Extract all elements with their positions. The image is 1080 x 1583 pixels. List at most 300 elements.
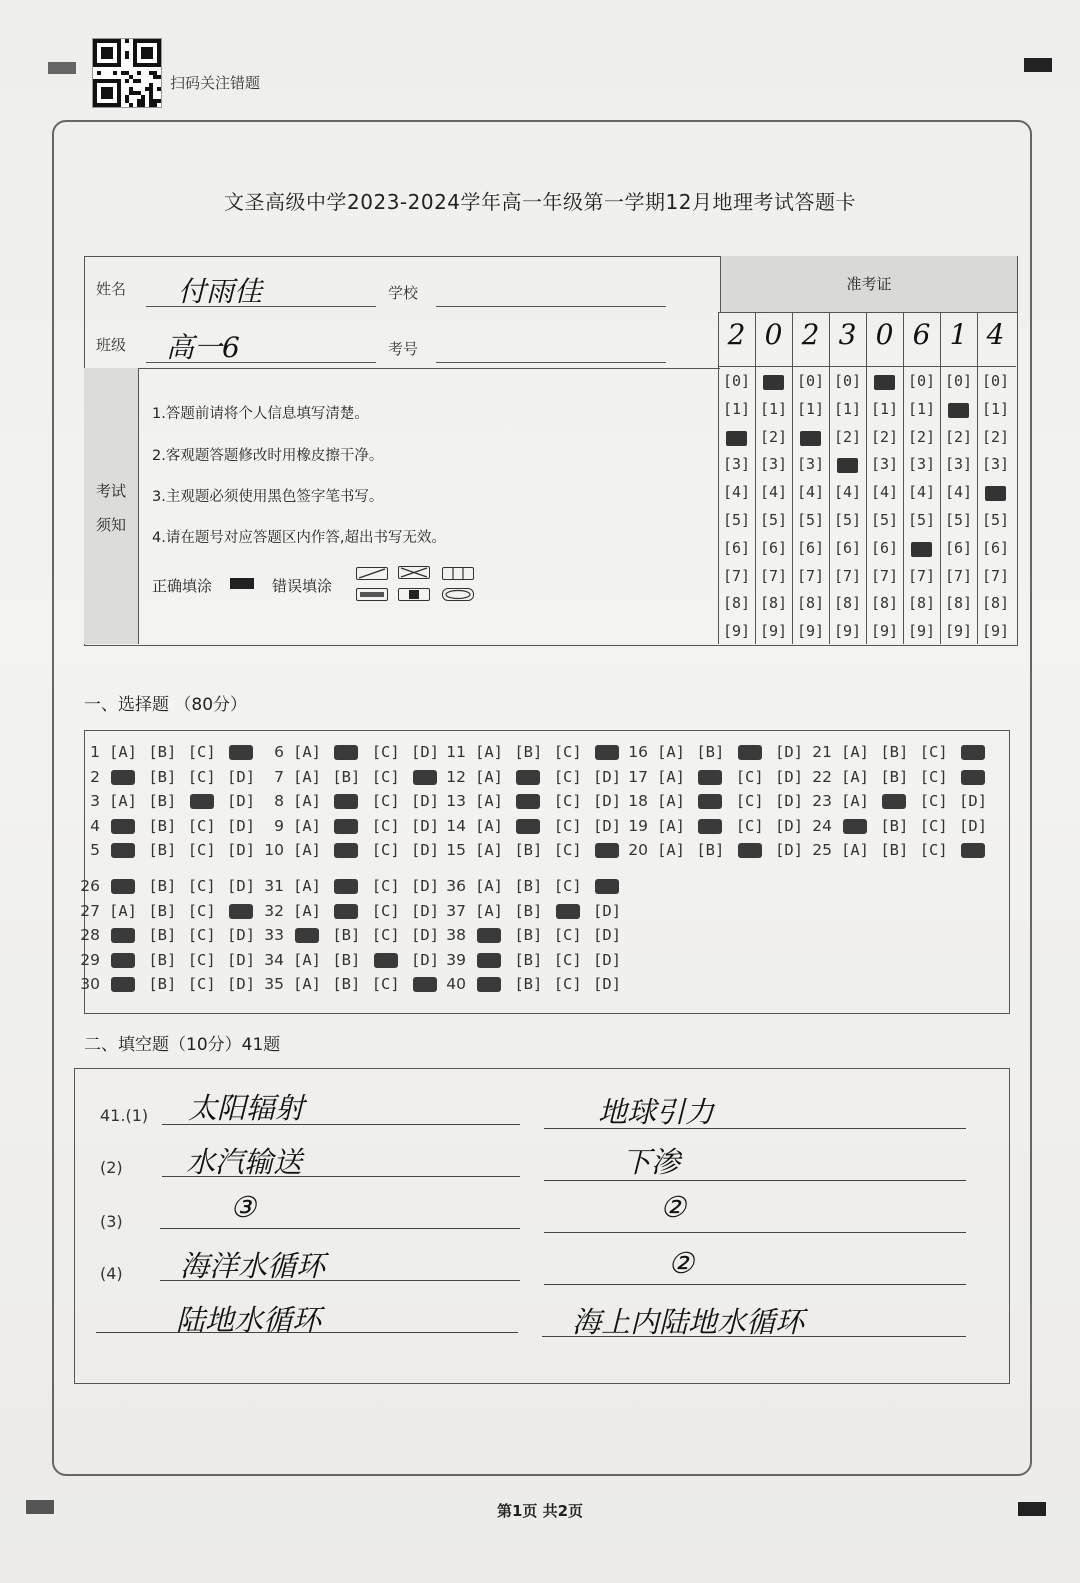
mc-option-b[interactable]: [B] [332,926,361,944]
mc-option-b[interactable] [331,838,361,862]
notice-rule-2: 2.客观题答题修改时用橡皮擦干净。 [152,448,384,464]
mc-option-a[interactable]: [A] [293,877,321,895]
mc-option-d[interactable]: [D] [593,901,622,920]
mc-option-b[interactable]: [B] [514,841,543,859]
mc-option-d[interactable]: [D] [959,792,988,810]
admission-bubble[interactable]: [0] [796,372,825,390]
mc-option-b[interactable] [879,789,909,813]
mc-option-c[interactable]: [C] [919,841,948,859]
admission-bubble[interactable]: [3] [759,455,788,474]
mc-option-d[interactable]: [D] [593,792,622,810]
mc-option-b[interactable] [513,789,543,813]
mc-option-a[interactable]: [A] [109,901,137,920]
admission-bubble[interactable]: [7] [907,566,936,585]
mc-option-b[interactable]: [B] [880,743,909,761]
mc-option-d[interactable]: [D] [227,926,256,944]
admission-bubble[interactable]: [9] [833,622,862,641]
mc-option-d[interactable]: [D] [593,816,622,835]
admission-bubble[interactable] [940,400,977,418]
mc-option-c[interactable]: [C] [919,816,948,835]
mc-option-a[interactable]: [A] [657,743,685,761]
fb-answer-5-left[interactable]: 陆地水循环 [176,1303,322,1337]
admission-bubble[interactable]: [6] [870,538,899,557]
mc-option-b[interactable]: [B] [514,901,543,920]
mc-option-b[interactable] [331,740,361,764]
mc-option-d[interactable]: [D] [959,816,988,835]
mc-option-a[interactable]: [A] [293,767,321,786]
admission-digit-4[interactable]: 3 [838,318,857,351]
admission-bubble[interactable]: [1] [759,399,788,418]
name-value[interactable]: 付雨佳 [178,275,263,308]
admission-digit-1[interactable]: 2 [727,318,746,351]
mc-option-c[interactable]: [C] [187,926,216,944]
fb-answer-3-left[interactable]: ③ [230,1190,256,1224]
mc-option-a[interactable] [108,948,138,972]
mc-option-d[interactable]: [D] [775,816,804,835]
mc-option-c[interactable]: [C] [371,901,400,920]
mc-option-c[interactable]: [C] [187,975,216,993]
mc-option-a[interactable]: [A] [657,767,685,786]
mc-option-d[interactable]: [D] [411,792,440,810]
admission-bubble[interactable]: [5] [944,511,973,529]
mc-option-b[interactable] [331,874,361,898]
admission-bubble[interactable]: [6] [759,538,788,557]
admission-bubble[interactable]: [2] [759,427,788,446]
mc-option-a[interactable]: [A] [841,767,869,786]
mc-option-c[interactable]: [C] [919,792,948,810]
mc-option-b[interactable]: [B] [148,877,177,895]
mc-option-d[interactable]: [D] [593,975,622,993]
mc-option-d[interactable]: [D] [775,841,804,859]
mc-question-number: 39 [446,950,466,969]
admission-bubble[interactable]: [2] [870,427,899,446]
admission-bubble[interactable]: [0] [981,372,1010,390]
mc-option-b[interactable]: [B] [514,877,543,895]
mc-option-a[interactable]: [A] [293,901,321,920]
mc-option-a[interactable]: [A] [109,792,137,810]
mc-option-b[interactable]: [B] [880,816,909,835]
mc-option-a[interactable] [474,923,504,947]
exam-title: 文圣高级中学2023-2024学年高一年级第一学期12月地理考试答题卡 [224,190,856,214]
admission-bubble[interactable]: [1] [833,399,862,418]
class-label: 班级 [96,336,127,354]
mc-option-d[interactable]: [D] [227,877,256,895]
admission-bubble[interactable]: [0] [944,372,973,390]
admission-bubble[interactable]: [8] [981,594,1010,613]
mc-option-c[interactable]: [C] [187,950,216,969]
mc-question-number: 15 [446,841,466,859]
mc-question-38 [440,923,622,947]
admission-bubble[interactable]: [5] [759,511,788,529]
fb-answer-1-left[interactable]: 太阳辐射 [188,1091,305,1125]
mc-option-c[interactable] [371,948,401,972]
admission-digit-6[interactable]: 6 [912,318,931,351]
admission-bubble[interactable]: [6] [981,538,1010,557]
mc-option-c[interactable]: [C] [187,816,216,835]
admission-bubble[interactable] [755,372,792,390]
mc-option-d[interactable] [592,874,622,898]
mc-option-b[interactable]: [B] [696,841,725,859]
mc-option-d[interactable]: [D] [411,950,440,969]
mc-option-c[interactable]: [C] [553,877,582,895]
admission-bubble[interactable]: [5] [907,511,936,529]
mc-option-b[interactable] [513,765,543,789]
mc-option-a[interactable]: [A] [841,792,869,810]
admission-bubble[interactable]: [3] [981,455,1010,474]
mc-option-c[interactable] [735,740,765,764]
mc-option-b[interactable] [695,789,725,813]
admission-bubble[interactable]: [4] [796,483,825,502]
admission-bubble[interactable]: [3] [944,455,973,474]
mc-option-d[interactable]: [D] [593,950,622,969]
mc-option-a[interactable] [108,765,138,789]
mc-option-b[interactable]: [B] [696,743,725,761]
section1-title: 一、选择题 （80分） [84,695,248,715]
mc-option-a[interactable]: [A] [657,816,685,835]
mc-option-c[interactable]: [C] [371,767,400,786]
admission-bubble[interactable]: [2] [944,427,973,446]
mc-option-d[interactable]: [D] [411,816,440,835]
mc-option-a[interactable]: [A] [109,743,137,761]
mc-option-d[interactable]: [D] [593,926,622,944]
mc-option-a[interactable] [108,923,138,947]
admission-bubble[interactable]: [8] [833,594,862,613]
admission-bubble[interactable]: [4] [907,483,936,502]
mc-option-d[interactable] [958,838,988,862]
admission-bubble[interactable]: [2] [907,427,936,446]
mc-option-d[interactable] [592,740,622,764]
fb-answer-3-right[interactable]: ② [660,1190,686,1224]
admission-bubble[interactable]: [4] [870,483,899,502]
mc-option-c[interactable]: [C] [553,926,582,944]
admission-bubble[interactable]: [8] [907,594,936,613]
mc-option-a[interactable]: [A] [293,743,321,761]
mc-option-c[interactable] [187,789,217,813]
fb-answer-1-right[interactable]: 地球引力 [598,1095,715,1129]
admission-bubble[interactable]: [7] [722,566,751,585]
mc-option-a[interactable]: [A] [293,841,321,859]
admission-bubble[interactable]: [1] [981,399,1010,418]
mc-option-c[interactable]: [C] [553,950,582,969]
mc-option-b[interactable]: [B] [148,792,177,810]
admission-bubble[interactable]: [8] [944,594,973,613]
admission-bubble[interactable]: [4] [944,483,973,502]
exam-number-line [436,362,666,363]
mc-option-a[interactable] [292,923,322,947]
mc-question-32 [258,899,440,923]
admission-bubble[interactable]: [2] [981,427,1010,446]
mc-question-34 [258,948,440,972]
mc-option-a[interactable] [474,972,504,996]
admission-digit-8[interactable]: 4 [986,318,1005,351]
admission-digit-5[interactable]: 0 [875,318,894,351]
mc-option-c[interactable]: [C] [553,816,582,835]
mc-question-number: 16 [628,743,648,761]
wrong-fill-example-1 [356,567,388,580]
mc-option-a[interactable]: [A] [475,901,503,920]
admission-bubble[interactable]: [8] [796,594,825,613]
admission-bubble[interactable]: [4] [833,483,862,502]
admission-bubble[interactable]: [7] [833,566,862,585]
mc-option-c[interactable]: [C] [553,792,582,810]
mc-option-c[interactable]: [C] [553,743,582,761]
mc-option-c[interactable]: [C] [371,743,400,761]
mc-option-d[interactable]: [D] [411,841,440,859]
admission-bubble[interactable]: [3] [722,455,751,474]
admission-bubble[interactable] [903,539,940,557]
mc-option-d[interactable]: [D] [775,767,804,786]
mc-option-b[interactable]: [B] [148,926,177,944]
fb-line-2-right [544,1180,966,1181]
mc-option-b[interactable]: [B] [514,743,543,761]
admission-bubble[interactable]: [9] [870,622,899,641]
mc-option-c[interactable]: [C] [187,841,216,859]
mc-option-c[interactable]: [C] [735,792,764,810]
mc-option-b[interactable]: [B] [332,767,361,786]
fb-answer-5-right[interactable]: 海上内陆地水循环 [572,1305,805,1339]
admission-bubble[interactable]: [9] [759,622,788,641]
mc-question-number: 37 [446,901,466,920]
admission-bubble[interactable]: [1] [796,399,825,418]
wrong-fill-example-6 [442,588,474,601]
admission-bubble[interactable]: [9] [907,622,936,641]
mc-option-c[interactable]: [C] [371,975,400,993]
mc-option-b[interactable]: [B] [148,743,177,761]
mc-option-d[interactable] [958,740,988,764]
admission-digit-3[interactable]: 2 [801,318,820,351]
admission-bubble[interactable]: [7] [870,566,899,585]
admission-bubble[interactable]: [6] [796,538,825,557]
mc-option-a[interactable]: [A] [293,792,321,810]
mc-option-c[interactable]: [C] [553,767,582,786]
admission-bubble[interactable] [718,428,755,446]
admission-bubble[interactable] [829,455,866,473]
admission-bubble[interactable]: [9] [944,622,973,641]
qr-caption: 扫码关注错题 [170,74,261,92]
mc-option-a[interactable]: [A] [475,816,503,835]
mc-option-c[interactable]: [C] [371,792,400,810]
admission-bubble[interactable]: [7] [796,566,825,585]
mc-option-a[interactable] [108,814,138,838]
mc-option-a[interactable] [108,972,138,996]
mc-option-a[interactable]: [A] [841,743,869,761]
fb-answer-4-left[interactable]: 海洋水循环 [180,1249,326,1283]
mc-question-24 [806,814,988,838]
mc-option-a[interactable]: [A] [475,743,503,761]
mc-option-d[interactable]: [D] [227,792,256,810]
admission-bubble[interactable]: [3] [870,455,899,474]
mc-option-d[interactable]: [D] [775,743,804,761]
admission-bubble[interactable]: [5] [870,511,899,529]
fb-label-3: (3) [100,1212,123,1231]
admission-bubble[interactable]: [1] [907,399,936,418]
mc-option-b[interactable]: [B] [332,950,361,969]
admission-bubble[interactable]: [7] [944,566,973,585]
wrong-fill-label: 错误填涂 [272,577,333,595]
section2-title: 二、填空题（10分）41题 [84,1035,281,1055]
mc-option-c[interactable]: [C] [553,975,582,993]
admission-bubble[interactable]: [7] [981,566,1010,585]
admission-bubble[interactable]: [8] [759,594,788,613]
admission-bubble[interactable]: [3] [796,455,825,474]
admission-bubble[interactable]: [4] [759,483,788,502]
mc-option-b[interactable] [331,899,361,923]
mc-option-c[interactable]: [C] [735,816,764,835]
mc-option-b[interactable]: [B] [148,767,177,786]
mc-option-d[interactable]: [D] [227,767,256,786]
mc-question-29 [74,948,256,972]
mc-option-b[interactable]: [B] [148,816,177,835]
class-value[interactable]: 高一6 [166,331,240,364]
mc-option-d[interactable]: [D] [227,816,256,835]
admission-bubble[interactable]: [1] [722,399,751,418]
mc-option-d[interactable]: [D] [227,975,256,993]
mc-option-a[interactable]: [A] [293,950,321,969]
admission-bubble[interactable]: [5] [981,511,1010,529]
mc-option-b[interactable]: [B] [148,841,177,859]
admission-bubble[interactable]: [0] [833,372,862,390]
admission-bubble[interactable]: [8] [870,594,899,613]
admission-bubble[interactable] [866,372,903,390]
mc-option-a[interactable] [108,838,138,862]
mc-option-d[interactable] [410,972,440,996]
mc-option-a[interactable]: [A] [657,841,685,859]
notice-side-label [84,368,139,644]
mc-option-c[interactable]: [C] [371,816,400,835]
notice-rule-1: 1.答题前请将个人信息填写清楚。 [152,406,369,422]
mc-option-c[interactable]: [C] [553,841,582,859]
mc-option-b[interactable] [695,814,725,838]
mc-option-c[interactable]: [C] [371,926,400,944]
mc-option-a[interactable]: [A] [841,841,869,859]
admission-bubble[interactable]: [3] [907,455,936,474]
wrong-fill-example-5 [398,588,430,601]
mc-option-d[interactable] [958,765,988,789]
mc-option-b[interactable]: [B] [148,901,177,920]
mc-option-b[interactable]: [B] [880,767,909,786]
mc-option-a[interactable] [474,948,504,972]
fb-answer-4-right[interactable]: ② [668,1246,694,1280]
mc-option-c[interactable]: [C] [371,841,400,859]
school-label: 学校 [388,284,419,302]
mc-option-b[interactable]: [B] [514,975,543,993]
mc-option-b[interactable] [331,789,361,813]
mc-option-a[interactable] [840,814,870,838]
mc-option-a[interactable]: [A] [293,816,321,835]
mc-option-d[interactable] [592,838,622,862]
admission-bubble[interactable]: [9] [981,622,1010,641]
admission-bubble[interactable]: [6] [722,538,751,557]
mc-option-b[interactable] [695,765,725,789]
mc-option-b[interactable]: [B] [148,975,177,993]
mc-option-c[interactable]: [C] [187,743,216,761]
mc-question-number: 35 [264,975,284,993]
mc-option-d[interactable]: [D] [593,767,622,786]
fb-answer-2-left[interactable]: 水汽输送 [186,1145,303,1179]
mc-option-d[interactable]: [D] [411,901,440,920]
mc-option-a[interactable]: [A] [475,877,503,895]
fb-line-4-right [544,1284,966,1285]
mc-option-c[interactable]: [C] [187,767,216,786]
notice-rule-4: 4.请在题号对应答题区内作答,超出书写无效。 [152,530,446,546]
mc-question-36 [440,874,622,898]
mc-option-d[interactable]: [D] [775,792,804,810]
admission-digit-row-separator [718,312,1016,313]
admission-bubble[interactable]: [9] [796,622,825,641]
admission-bubble[interactable] [977,483,1014,501]
mc-option-b[interactable]: [B] [880,841,909,859]
mc-option-b[interactable]: [B] [514,926,543,944]
notice-side-label-2: 须知 [96,516,127,534]
admission-bubble[interactable]: [7] [759,566,788,585]
mc-question-number: 36 [446,877,466,895]
mc-option-c[interactable] [553,899,583,923]
admission-digit-2[interactable]: 0 [764,318,783,351]
mc-option-d[interactable] [226,740,256,764]
admission-digit-7[interactable]: 1 [949,318,968,351]
mc-question-number: 23 [812,792,832,810]
mc-option-a[interactable]: [A] [475,792,503,810]
qr-code [92,38,162,108]
mc-option-b[interactable]: [B] [148,950,177,969]
mc-option-b[interactable]: [B] [332,975,361,993]
mc-option-a[interactable] [108,874,138,898]
admission-bubble[interactable]: [8] [722,594,751,613]
mc-option-d[interactable]: [D] [411,877,440,895]
mc-option-a[interactable]: [A] [475,841,503,859]
admission-bubble[interactable]: [4] [722,483,751,502]
mc-question-number: 8 [274,792,284,810]
mc-option-c[interactable] [735,838,765,862]
mc-option-c[interactable]: [C] [187,877,216,895]
admission-bubble[interactable]: [0] [722,372,751,390]
admission-bubble[interactable]: [6] [833,538,862,557]
mc-option-b[interactable] [513,814,543,838]
fb-answer-2-right[interactable]: 下渗 [622,1145,681,1179]
qr-module [113,71,117,75]
mc-option-a[interactable]: [A] [293,975,321,993]
mc-option-b[interactable] [331,814,361,838]
admission-bubble[interactable]: [2] [833,427,862,446]
mc-option-d[interactable]: [D] [227,841,256,859]
admission-bubble[interactable] [792,428,829,446]
mc-option-d[interactable]: [D] [411,926,440,944]
mc-question-18 [622,789,804,813]
admission-bubble[interactable]: [0] [907,372,936,390]
mc-option-b[interactable]: [B] [514,950,543,969]
mc-option-c[interactable]: [C] [187,901,216,920]
mc-option-d[interactable] [226,899,256,923]
mc-option-d[interactable] [410,765,440,789]
mc-question-number: 3 [90,792,100,810]
mc-option-c[interactable]: [C] [735,767,764,786]
admission-bubble[interactable]: [5] [833,511,862,529]
mc-option-c[interactable]: [C] [371,877,400,895]
admission-bubble[interactable]: [5] [796,511,825,529]
mc-option-a[interactable]: [A] [657,792,685,810]
mc-option-c[interactable]: [C] [919,767,948,786]
qr-module [157,75,161,79]
admission-bubble[interactable]: [5] [722,511,751,529]
admission-bubble[interactable]: [6] [944,538,973,557]
mc-question-number: 29 [80,950,100,969]
mc-option-c[interactable]: [C] [919,743,948,761]
mc-option-d[interactable]: [D] [227,950,256,969]
admission-bubble[interactable]: [9] [722,622,751,641]
mc-option-d[interactable]: [D] [411,743,440,761]
admission-bubble[interactable]: [1] [870,399,899,418]
mc-option-a[interactable]: [A] [475,767,503,786]
